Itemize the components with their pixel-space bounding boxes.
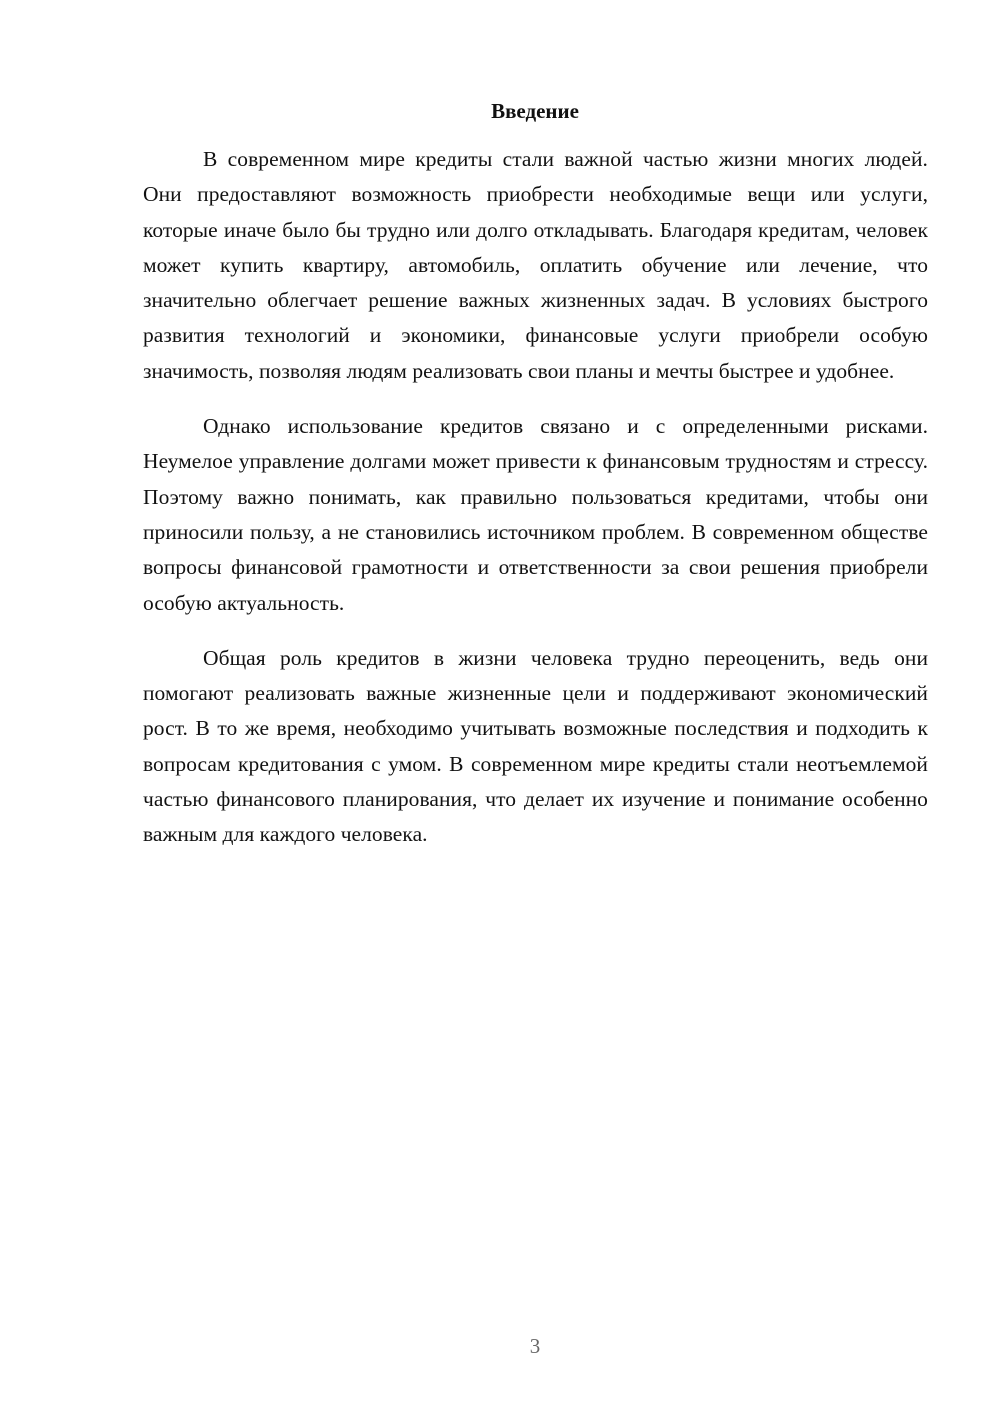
- page-number: 3: [529, 1334, 541, 1358]
- paragraph-2: Однако использование кредитов связано и с определенными рисками. Неумелое управление долгами может привести к финансовым трудностям и стрессу. Поэтому важно понимать, как правильно пользоваться кредитами, чтобы они приносили пользу, а не становились источником проблем. В современном обществе вопросы финансовой грамотности и ответственности за свои решения приобрели особую актуальность.: [143, 414, 928, 615]
- section-title: Введение: [491, 99, 579, 123]
- paragraph-3: Общая роль кредитов в жизни человека трудно переоценить, ведь они помогают реализовать важные жизненные цели и поддерживают экономический рост. В то же время, необходимо учитывать возможные последствия и подходить к вопросам кредитования с умом. В современном мире кредиты стали неотъемлемой частью финансового планирования, что делает их изучение и понимание особенно важным для каждого человека.: [143, 645, 928, 847]
- document-body: [143, 142, 928, 873]
- paragraph-1: В современном мире кредиты стали важной частью жизни многих людей. Они предоставляют возможность приобрести необходимые вещи или услуги, которые иначе было бы трудно или долго откладывать. Благодаря кредитам, человек может купить квартиру, автомобиль, оплатить обучение или лечение, что значительно облегчает решение важных жизненных задач. В условиях быстрого развития технологий и экономики, финансовые услуги приобрели особую значимость, позволяя людям реализовать свои планы и мечты быстрее и удобнее.: [143, 147, 928, 383]
